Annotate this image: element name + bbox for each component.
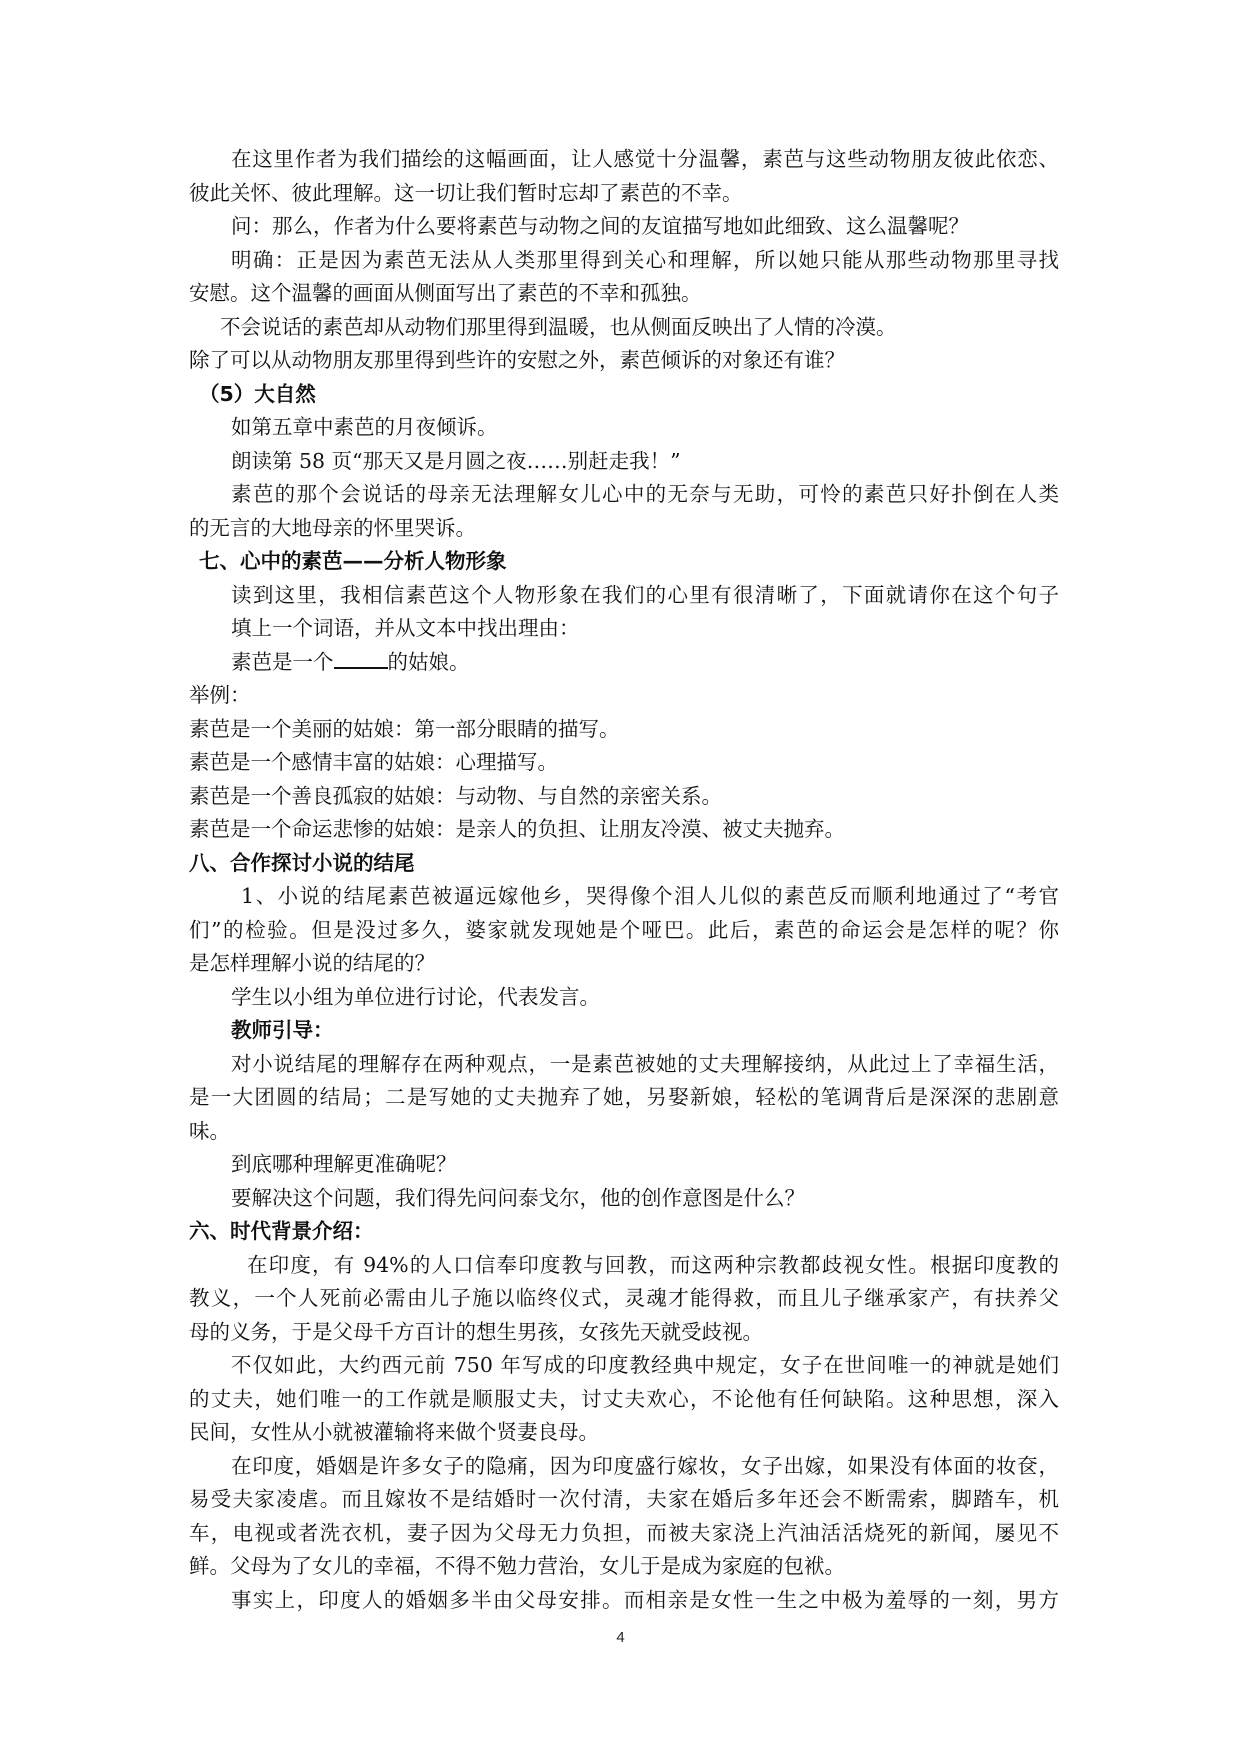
fill-blank-line [189,646,1059,680]
fill-blank-prefix: 素芭是一个 [231,649,334,674]
paragraph-line: 朗读第 58 页“那天又是月圆之夜……别赶走我！” [231,448,681,473]
paragraph-line: 填上一个词语，并从文本中找出理由： [231,616,580,640]
subsection-heading: （5）大自然 [199,381,316,406]
subsection-heading: 教师引导： [231,1018,334,1042]
paragraph-line: 的丈夫，她们唯一的工作就是顺服丈夫，讨丈夫欢心，不论他有任何缺陷。这种思想，深入 [189,1386,1059,1411]
paragraph-line: 素芭的那个会说话的母亲无法理解女儿心中的无奈与无助，可怜的素芭只好扑倒在人类 [231,482,1059,506]
paragraph-line: 是一大团圆的结局；二是写她的丈夫抛弃了她，另娶新娘，轻松的笔调背后是深深的悲剧意 [189,1085,1059,1109]
paragraph-line: 到底哪种理解更准确呢？ [231,1152,457,1176]
example-line: 素芭是一个善良孤寂的姑娘：与动物、与自然的亲密关系。 [189,783,722,808]
example-line: 素芭是一个美丽的姑娘：第一部分眼睛的描写。 [189,716,620,741]
paragraph-line: 鲜。父母为了女儿的幸福，不得不勉力营治，女儿于是成为家庭的包袱。 [189,1554,845,1578]
paragraph-line: 们”的检验。但是没过多久，婆家就发现她是个哑巴。此后，素芭的命运会是怎样的呢？你 [189,917,1059,942]
paragraph-line: 母的义务，于是父母千方百计的想生男孩，女孩先天就受歧视。 [189,1319,763,1344]
paragraph-line: 易受夫家凌虐。而且嫁妆不是结婚时一次付清，夫家在婚后多年还会不断需索，脚踏车，机 [189,1487,1059,1511]
paragraph-line: 对小说结尾的理解存在两种观点，一是素芭被她的丈夫理解接纳，从此过上了幸福生活， [231,1051,1059,1076]
paragraph-line: 车，电视或者洗衣机，妻子因为父母无力负担，而被夫家浇上汽油活活烧死的新闻，屡见不 [189,1520,1059,1545]
fill-blank-suffix: 的姑娘。 [387,649,470,674]
paragraph-line: 读到这里，我相信素芭这个人物形象在我们的心里有很清晰了，下面就请你在这个句子 [231,582,1059,607]
paragraph-line: 1、小说的结尾素芭被逼远嫁他乡，哭得像个泪人儿似的素芭反而顺利地通过了“考官 [241,884,1059,908]
paragraph-line: 不会说话的素芭却从动物们那里得到温暖，也从侧面反映出了人情的冷漠。 [220,314,897,339]
section-heading: 八、合作探讨小说的结尾 [189,850,415,875]
answer-line: 安慰。这个温馨的画面从侧面写出了素芭的不幸和孤独。 [189,281,702,305]
paragraph-line: 除了可以从动物朋友那里得到些许的安慰之外，素芭倾诉的对象还有谁？ [189,348,845,372]
paragraph-line: 要解决这个问题，我们得先问问泰戈尔，他的创作意图是什么？ [231,1185,805,1210]
document-body [189,143,1059,1617]
paragraph-line: 事实上，印度人的婚姻多半由父母安排。而相亲是女性一生之中极为羞辱的一刻，男方 [231,1587,1059,1612]
paragraph-line: 如第五章中素芭的月夜倾诉。 [231,415,498,439]
page-number: 4 [616,1629,625,1646]
paragraph-line: 的无言的大地母亲的怀里哭诉。 [189,515,476,540]
section-heading: 六、时代背景介绍： [189,1219,374,1243]
blank-underline [334,647,388,669]
paragraph-line: 在这里作者为我们描绘的这幅画面，让人感觉十分温馨，素芭与这些动物朋友彼此依恋、 [231,147,1059,171]
paragraph-line: 教义，一个人死前必需由儿子施以临终仪式，灵魂才能得救，而且儿子继承家产，有扶养父 [189,1286,1059,1310]
paragraph-line: 不仅如此，大约西元前 750 年写成的印度教经典中规定，女子在世间唯一的神就是她们 [231,1353,1059,1377]
example-line: 素芭是一个感情丰富的姑娘：心理描写。 [189,750,558,774]
paragraph-line: 在印度，有 94%的人口信奉印度教与回教，而这两种宗教都歧视女性。根据印度教的 [247,1252,1059,1277]
paragraph-line: 彼此关怀、彼此理解。这一切让我们暂时忘却了素芭的不幸。 [189,180,743,205]
question-line: 问：那么，作者为什么要将素芭与动物之间的友谊描写地如此细致、这么温馨呢？ [231,214,969,238]
paragraph-line: 学生以小组为单位进行讨论，代表发言。 [231,984,600,1009]
paragraph-line: 是怎样理解小说的结尾的？ [189,951,435,975]
answer-line: 明确：正是因为素芭无法从人类那里得到关心和理解，所以她只能从那些动物那里寻找 [231,247,1059,272]
section-heading: 七、心中的素芭——分析人物形象 [199,549,507,573]
paragraph-line: 在印度，婚姻是许多女子的隐痛，因为印度盛行嫁妆，女子出嫁，如果没有体面的妆奁， [231,1453,1059,1478]
paragraph-line: 味。 [189,1118,230,1143]
paragraph-line: 民间，女性从小就被灌输将来做个贤妻良母。 [189,1420,599,1444]
example-line: 素芭是一个命运悲惨的姑娘：是亲人的负担、让朋友冷漠、被丈夫抛弃。 [189,817,845,841]
paragraph-line: 举例： [189,683,251,707]
